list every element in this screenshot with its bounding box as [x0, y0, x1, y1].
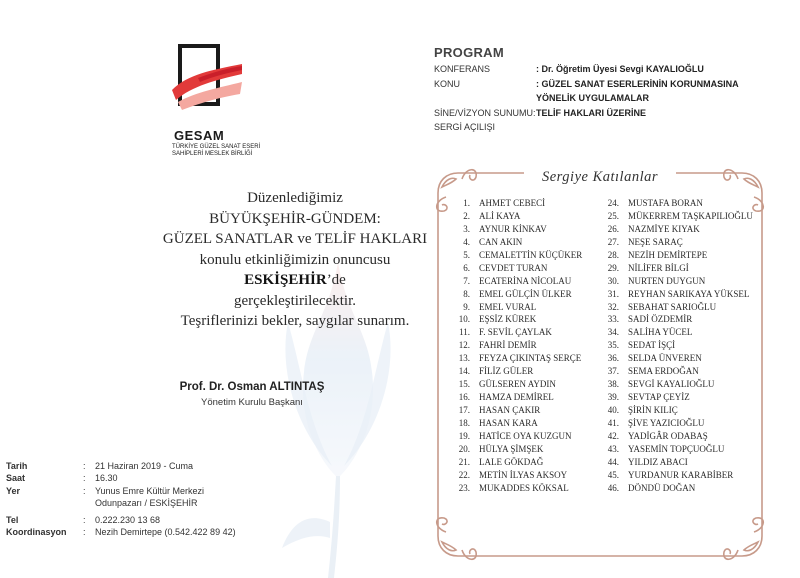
participant-number: 12. — [458, 340, 470, 351]
participant-number: 8. — [463, 288, 470, 299]
topic-value-1: : GÜZEL SANAT ESERLERİNİN KORUNMASINA — [536, 78, 739, 89]
participant-number: 44. — [607, 456, 619, 467]
participants-title: Sergiye Katılanlar — [542, 169, 658, 185]
participant-name: NEŞE SARAÇ — [628, 236, 683, 247]
participant-number: 4. — [463, 236, 470, 247]
participant-number: 28. — [607, 249, 619, 260]
list-item — [602, 313, 753, 326]
program-row-topic — [434, 78, 739, 94]
invite-line-2: BÜYÜKŞEHİR-GÜNDEM: — [209, 210, 381, 227]
participants-list-right — [602, 197, 753, 495]
invite-line-6: Teşriflerinizi bekler, saygılar sunarım. — [180, 313, 410, 329]
time-separator: : — [83, 473, 86, 484]
participant-name: HASAN ÇAKIR — [479, 405, 541, 415]
participant-name: HATİCE OYA KUZGUN — [479, 430, 572, 441]
phone-value: 0.222.230 13 68 — [95, 515, 161, 526]
invite-line-3: GÜZEL SANATLAR ve TELİF HAKLARI — [162, 231, 428, 247]
list-item — [602, 236, 753, 249]
list-item — [453, 288, 582, 301]
list-item — [453, 275, 582, 288]
list-item — [602, 482, 753, 495]
participant-number: 16. — [458, 392, 470, 403]
participant-name: METİN İLYAS AKSOY — [479, 469, 568, 480]
place-value-1: Yunus Emre Kültür Merkezi — [95, 485, 205, 496]
invitation-text — [150, 188, 440, 332]
participant-name: ŞİRİN KILIÇ — [628, 405, 678, 415]
participant-name: EMEL GÜLÇİN ÜLKER — [479, 288, 572, 299]
list-item — [453, 443, 582, 456]
participant-number: 26. — [607, 223, 619, 234]
participant-name: SEBAHAT SARIOĞLU — [628, 301, 717, 312]
participant-number: 45. — [607, 469, 619, 480]
list-item — [453, 469, 582, 482]
program-section — [434, 45, 739, 137]
list-item — [602, 249, 753, 262]
invite-city: ESKİŞEHİR — [244, 272, 327, 288]
participant-name: FAHRİ DEMİR — [479, 340, 537, 351]
list-item — [602, 223, 753, 236]
coordination-value: Nezih Demirtepe (0.542.422 89 42) — [95, 527, 236, 538]
participant-number: 43. — [607, 443, 619, 454]
participant-number: 33. — [607, 314, 619, 325]
participant-number: 3. — [463, 223, 470, 234]
participant-number: 34. — [607, 327, 619, 338]
list-item — [602, 262, 753, 275]
participant-name: ALİ KAYA — [479, 210, 521, 221]
list-item — [602, 469, 753, 482]
participant-name: ECATERİNA NİCOLAU — [479, 275, 572, 286]
participant-number: 27. — [607, 236, 619, 247]
time-label: Saat — [6, 473, 26, 484]
participant-name: NAZMİYE KIYAK — [628, 223, 700, 234]
invite-line-4-post: ’de — [326, 272, 346, 288]
participant-number: 29. — [607, 262, 619, 273]
participant-name: EMEL VURAL — [479, 301, 537, 312]
invite-line-4-pre: konulu etkinliğimizin onuncusu — [199, 251, 391, 268]
participant-name: GÜLSEREN AYDIN — [479, 379, 556, 390]
date-separator: : — [83, 461, 86, 471]
participant-number: 19. — [458, 430, 470, 441]
list-item — [453, 391, 582, 404]
participant-number: 41. — [607, 417, 619, 428]
participant-number: 31. — [607, 288, 619, 299]
participant-number: 2. — [463, 210, 470, 221]
list-item — [602, 456, 753, 469]
participant-name: NİLİFER BİLGİ — [628, 262, 689, 273]
place-separator: : — [83, 485, 86, 496]
participant-name: DÖNDÜ DOĞAN — [628, 482, 696, 493]
participant-number: 36. — [607, 353, 619, 364]
logo-brush-icon — [168, 44, 258, 116]
list-item — [453, 197, 582, 210]
participant-number: 18. — [458, 417, 470, 428]
invite-line-5: gerçekleştirilecektir. — [233, 292, 357, 309]
participant-name: MÜKERREM TAŞKAPILIOĞLU — [628, 210, 753, 221]
phone-label: Tel — [6, 515, 19, 526]
participant-number: 23. — [458, 482, 470, 493]
program-row-opening — [434, 122, 504, 137]
participant-number: 42. — [607, 430, 619, 441]
participant-name: SEVTAP ÇEYİZ — [628, 392, 690, 403]
signer-block — [122, 381, 382, 408]
participant-number: 32. — [607, 301, 619, 312]
participant-number: 13. — [458, 353, 470, 364]
participants-list-left — [453, 197, 582, 495]
participant-number: 35. — [607, 340, 619, 351]
participant-name: CEVDET TURAN — [479, 262, 548, 273]
list-item — [602, 326, 753, 339]
participant-name: SALİHA YÜCEL — [628, 327, 693, 338]
list-item — [453, 301, 582, 314]
participant-number: 17. — [458, 405, 470, 415]
list-item — [453, 339, 582, 352]
screening-label: SİNE/VİZYON SUNUMU: — [434, 107, 536, 118]
signer-role: Yönetim Kurulu Başkanı — [201, 397, 303, 408]
participant-name: NURTEN DUYGUN — [628, 275, 706, 286]
date-label: Tarih — [6, 461, 28, 471]
list-item — [602, 301, 753, 314]
participant-name: REYHAN SARIKAYA YÜKSEL — [628, 288, 750, 299]
gesam-logo — [168, 44, 268, 157]
participant-name: CAN AKIN — [479, 236, 523, 247]
list-item — [453, 313, 582, 326]
list-item — [453, 378, 582, 391]
participant-number: 22. — [458, 469, 470, 480]
participant-name: ŞİVE YAZICIOĞLU — [628, 417, 705, 428]
participant-name: SEMA ERDOĞAN — [628, 366, 699, 377]
participant-name: LALE GÖKDAĞ — [479, 456, 544, 467]
conference-value: : Dr. Öğretim Üyesi Sevgi KAYALIOĞLU — [536, 64, 704, 74]
participant-name: AYNUR KİNKAV — [479, 223, 547, 234]
participant-name: HÜLYA ŞİMŞEK — [479, 443, 544, 454]
participant-name: HAMZA DEMİREL — [479, 392, 554, 403]
list-item — [453, 482, 582, 495]
program-row-screening — [434, 107, 646, 123]
participant-name: SELDA ÜNVEREN — [628, 353, 702, 364]
participant-number: 6. — [463, 262, 470, 273]
date-value: 21 Haziran 2019 - Cuma — [95, 461, 194, 471]
list-item — [453, 236, 582, 249]
list-item — [453, 365, 582, 378]
list-item — [602, 443, 753, 456]
list-item — [602, 391, 753, 404]
program-row-conference — [434, 64, 704, 79]
participant-number: 20. — [458, 443, 470, 454]
participant-number: 7. — [463, 275, 470, 286]
invite-line-1: Düzenlediğimiz — [247, 190, 343, 206]
list-item — [453, 326, 582, 339]
list-item — [453, 430, 582, 443]
participant-number: 38. — [607, 379, 619, 390]
participant-name: YADİGÂR ODABAŞ — [628, 430, 708, 441]
participant-name: FİLİZ GÜLER — [479, 366, 534, 377]
participant-name: AHMET CEBECİ — [479, 198, 546, 208]
participant-number: 1. — [463, 198, 470, 208]
logo-subtitle: TÜRKİYE GÜZEL SANAT ESERİ SAHİPLERİ MESLEK BİRLİĞİ — [172, 144, 261, 157]
participant-number: 9. — [463, 301, 470, 312]
topic-label: KONU — [434, 78, 461, 89]
participant-name: MUKADDES KÖKSAL — [479, 482, 569, 493]
participant-name: MUSTAFA BORAN — [628, 198, 703, 208]
participant-name: SEVGİ KAYALIOĞLU — [628, 379, 715, 390]
place-label: Yer — [6, 485, 21, 496]
place-value-2: Odunpazarı / ESKİŞEHİR — [95, 497, 198, 508]
list-item — [602, 417, 753, 430]
participant-number: 40. — [607, 405, 619, 415]
participant-number: 30. — [607, 275, 619, 286]
list-item — [453, 223, 582, 236]
participant-name: SEDAT İŞÇİ — [628, 340, 676, 351]
participant-name: CEMALETTİN KÜÇÜKER — [479, 249, 583, 260]
list-item — [453, 210, 582, 223]
participant-number: 10. — [458, 314, 470, 325]
participant-name: NEZİH DEMİRTEPE — [628, 249, 708, 260]
list-item — [453, 417, 582, 430]
participant-name: F. SEVİL ÇAYLAK — [479, 327, 552, 338]
list-item — [602, 197, 753, 210]
list-item — [602, 210, 753, 223]
list-item — [602, 430, 753, 443]
opening-label: SERGİ AÇILIŞI — [434, 122, 496, 132]
program-title: PROGRAM — [434, 45, 504, 60]
list-item — [453, 249, 582, 262]
list-item — [453, 262, 582, 275]
topic-value-2: YÖNELİK UYGULAMALAR — [536, 93, 649, 103]
participant-name: YURDANUR KARABİBER — [628, 469, 734, 480]
coordination-label: Koordinasyon — [6, 527, 67, 538]
list-item — [453, 404, 582, 417]
participant-number: 46. — [607, 482, 619, 493]
screening-value: TELİF HAKLARI ÜZERİNE — [536, 107, 646, 118]
participant-number: 25. — [607, 210, 619, 221]
participant-name: YILDIZ ABACI — [628, 456, 688, 467]
program-row-topic-2 — [434, 93, 649, 108]
phone-separator: : — [83, 515, 86, 526]
participant-number: 14. — [458, 366, 470, 377]
participant-name: YASEMİN TOPÇUOĞLU — [628, 443, 725, 454]
list-item — [453, 352, 582, 365]
participant-name: FEYZA ÇIKINTAŞ SERÇE — [479, 353, 582, 364]
list-item — [602, 275, 753, 288]
participant-number: 21. — [458, 456, 470, 467]
list-item — [602, 365, 753, 378]
participant-number: 11. — [459, 327, 470, 338]
coordination-separator: : — [83, 527, 86, 538]
list-item — [602, 404, 753, 417]
signer-name: Prof. Dr. Osman ALTINTAŞ — [179, 381, 325, 393]
participant-number: 37. — [607, 366, 619, 377]
conference-label: KONFERANS — [434, 64, 491, 74]
time-value: 16.30 — [95, 473, 118, 484]
list-item — [453, 456, 582, 469]
list-item — [602, 352, 753, 365]
invite-line-4 — [150, 250, 440, 291]
list-item — [602, 288, 753, 301]
logo-name: GESAM — [174, 128, 225, 143]
participant-name: HASAN KARA — [479, 417, 538, 428]
list-item — [602, 378, 753, 391]
participant-number: 39. — [607, 392, 619, 403]
participant-name: EŞSİZ KÜREK — [479, 314, 537, 325]
participant-number: 24. — [607, 198, 619, 208]
participant-name: SADİ ÖZDEMİR — [628, 314, 693, 325]
participant-number: 15. — [458, 379, 470, 390]
list-item — [602, 339, 753, 352]
participant-number: 5. — [463, 249, 470, 260]
